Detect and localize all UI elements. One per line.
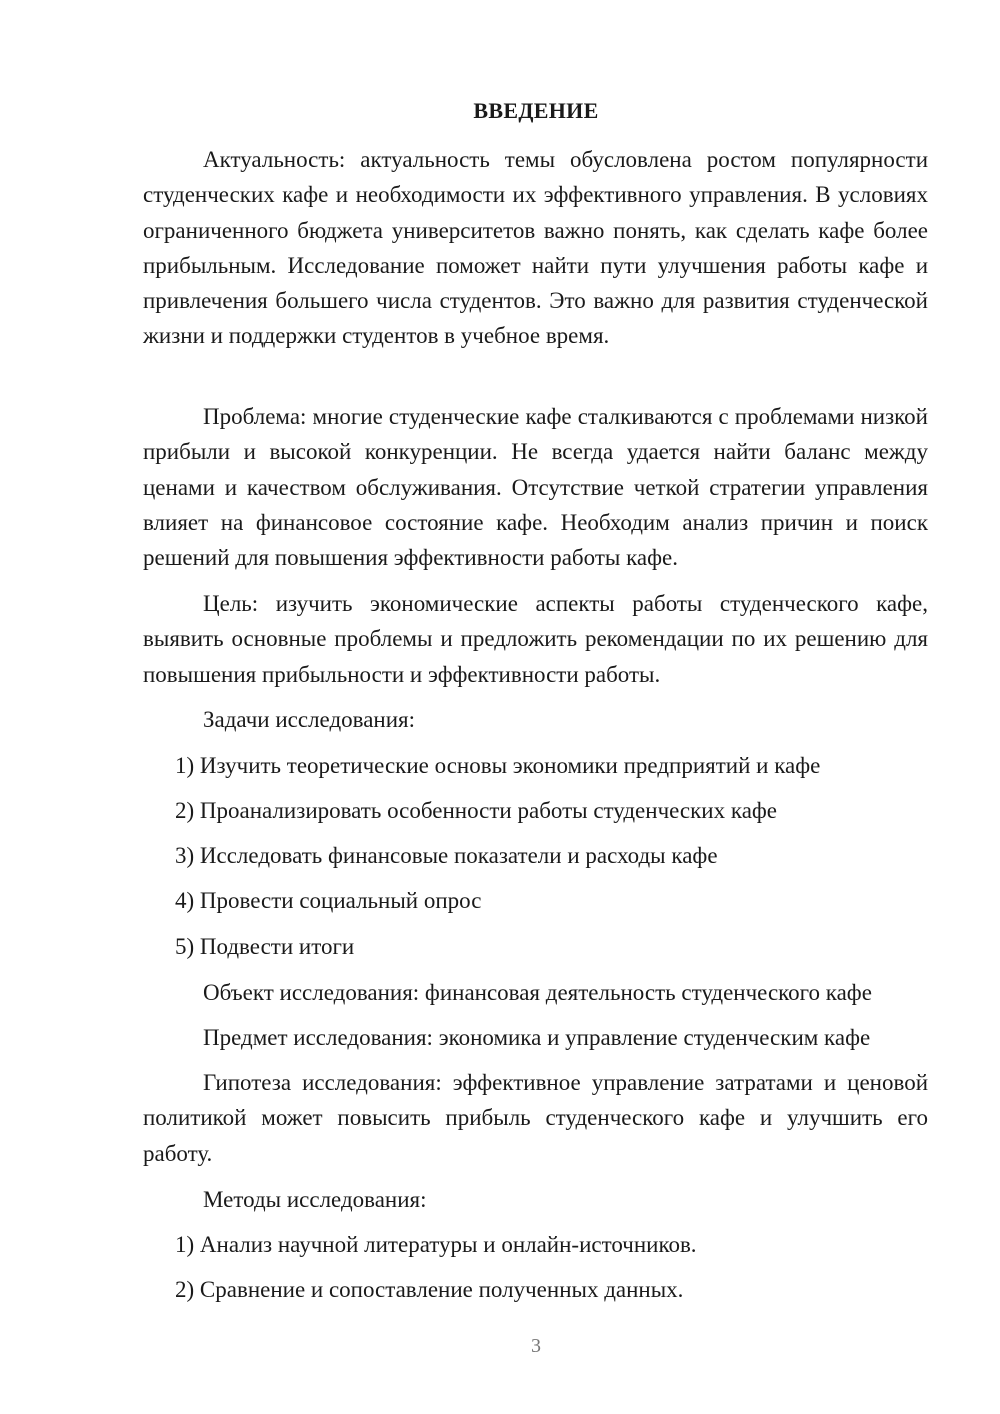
method-item: 2) Сравнение и сопоставление полученных данных. [175, 1277, 684, 1302]
task-item: 5) Подвести итоги [175, 934, 355, 959]
method-item: 1) Анализ научной литературы и онлайн-источников. [175, 1232, 697, 1257]
methods-heading: Методы исследования: [203, 1187, 427, 1212]
tasks-heading: Задачи исследования: [203, 707, 416, 732]
paragraph-goal: Цель: изучить экономические аспекты работы студенческого кафе, выявить основные проблемы и предложить рекомендации по их решению для повышения прибыльности и эффективности работы. [143, 591, 928, 687]
page-number: 3 [531, 1335, 541, 1357]
paragraph-subject: Предмет исследования: экономика и управление студенческим кафе [203, 1025, 871, 1050]
paragraph-object: Объект исследования: финансовая деятельность студенческого кафе [203, 980, 872, 1005]
task-item: 1) Изучить теоретические основы экономики предприятий и кафе [175, 753, 821, 778]
task-item: 3) Исследовать финансовые показатели и расходы кафе [175, 843, 718, 868]
paragraph-hypothesis: Гипотеза исследования: эффективное управление затратами и ценовой политикой может повысить прибыль студенческого кафе и улучшить его работу. [143, 1070, 928, 1166]
section-heading: ВВЕДЕНИЕ [473, 98, 599, 123]
task-item: 4) Провести социальный опрос [175, 888, 482, 913]
paragraph-relevance: Актуальность: актуальность темы обусловлена ростом популярности студенческих кафе и необходимости их эффективного управления. В условиях ограниченного бюджета университетов важно понять, как сделать кафе более прибыльным. Исследование поможет найти пути улучшения работы кафе и привлечения большего числа студентов. Это важно для развития студенческой жизни и поддержки студентов в учебное время. [143, 147, 928, 349]
paragraph-problem: Проблема: многие студенческие кафе сталкиваются с проблемами низкой прибыли и высокой конкуренции. Не всегда удается найти баланс между ценами и качеством обслуживания. Отсутствие четкой стратегии управления влияет на финансовое состояние кафе. Необходим анализ причин и поиск решений для повышения эффективности работы кафе. [143, 404, 928, 571]
task-item: 2) Проанализировать особенности работы студенческих кафе [175, 798, 778, 823]
